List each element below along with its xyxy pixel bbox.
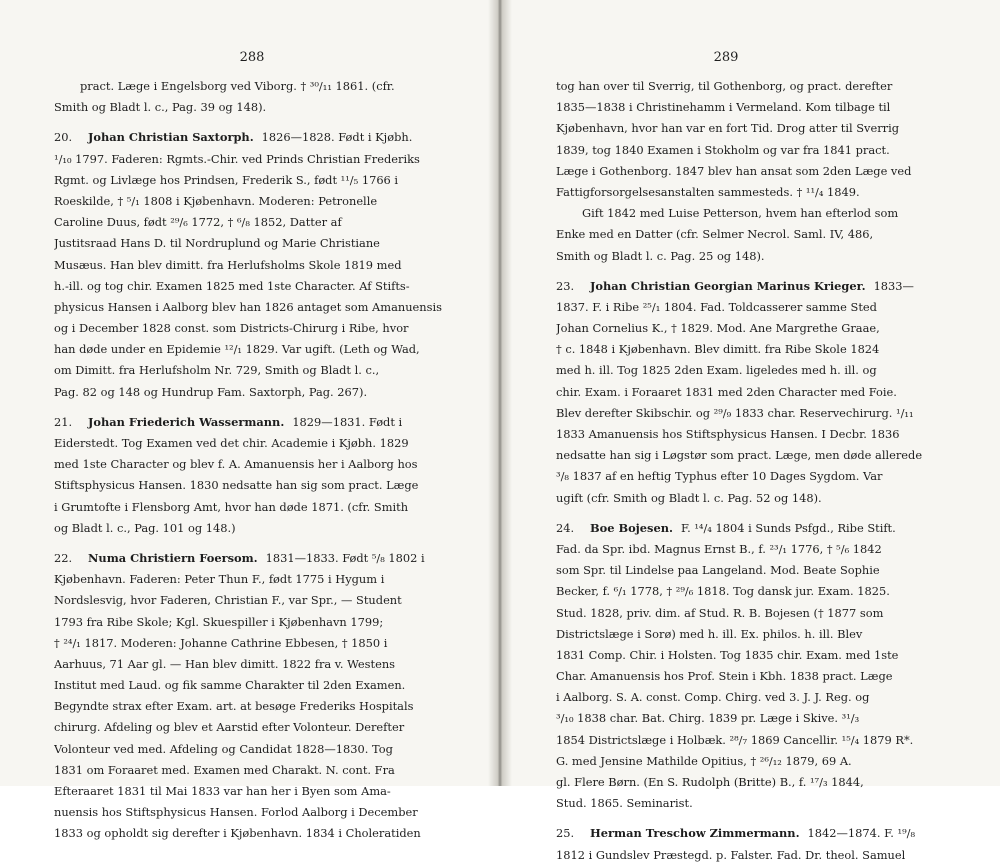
entry-heading [54,412,454,433]
text-line: ugift (cfr. Smith og Bladt l. c. Pag. 52 og 148). [556,490,822,505]
text-line: Stud. 1828, priv. dim. af Stud. R. B. Bojesen († 1877 som [556,605,884,620]
text-line: Institut med Laud. og fik samme Charakter til 2den Examen. [54,678,406,693]
text-line: og i December 1828 const. som Districts-Chirurg i Ribe, hvor [54,321,409,336]
text-line: ³/₁₀ 1838 char. Bat. Chirg. 1839 pr. Læge i Skive. ³¹/₃ [556,711,860,726]
book-gutter [488,0,512,786]
text-line: Roeskilde, † ⁵/₁ 1808 i Kjøbenhavn. Moderen: Petronelle [54,193,378,208]
entry-spacer [54,118,454,127]
text-line: Johan Cornelius K., † 1829. Mod. Ane Margrethe Graae, [556,321,880,336]
entry-number: 21. [54,414,73,429]
text-line: G. med Jensine Mathilde Opitius, † ²⁶/₁₂ 1879, 69 A. [556,753,852,768]
text-line: Efteraaret 1831 til Mai 1833 var han her i Byen som Ama- [54,784,391,798]
text-line: Rgmt. og Livlæge hos Prindsen, Frederik S., født ¹¹/₅ 1766 i [54,172,399,187]
text-line: nuensis hos Stiftsphysicus Hansen. Forlod Aalborg i December [54,805,418,820]
right-text-block [556,76,968,866]
entry-number: 24. [556,520,575,535]
text-line: 1833 Amanuensis hos Stiftsphysicus Hansen. I Decbr. 1836 [556,427,900,441]
text-line: chirurg. Afdeling og blev et Aarstid efter Volonteur. Derefter [54,720,405,735]
text-line: Enke med en Datter (cfr. Selmer Necrol. Saml. IV, 486, [556,227,874,242]
text-line: 1831 om Foraaret med. Examen med Charakt. N. cont. Fra [54,762,395,777]
text-line: 1854 Districtslæge i Holbæk. ²⁸/₇ 1869 Cancellir. ¹⁵/₄ 1879 R*. [556,732,914,747]
text-line: Kjøbenhavn, hvor han var en fort Tid. Drog atter til Sverrig [556,121,900,136]
text-line: Stiftsphysicus Hansen. 1830 nedsatte han sig som pract. Læge [54,478,419,493]
left-text-block [54,76,454,845]
text-line: med h. ill. Tog 1825 2den Exam. ligeledes med h. ill. og [556,363,877,378]
text-line: Districtslæge i Sorø) med h. ill. Ex. philos. h. ill. Blev [556,626,863,641]
entry-name: Numa Christiern Foersom. [88,550,258,565]
text-line: Fad. da Spr. ibd. Magnus Ernst B., f. ²³/₁ 1776, † ⁵/₆ 1842 [556,541,882,556]
entry-spacer [556,509,968,518]
text-line: Musæus. Han blev dimitt. fra Herlufsholms Skole 1819 med [54,257,402,272]
entry-years: 1833— [873,278,914,293]
entry-heading [54,548,454,569]
entry-heading [556,276,968,297]
text-line: Becker, f. ⁶/₁ 1778, † ²⁹/₆ 1818. Tog dansk jur. Exam. 1825. [556,584,890,599]
text-line: Smith og Bladt l. c., Pag. 39 og 148). [54,100,267,115]
page-number: 289 [713,50,739,65]
text-line: Fattigforsorgelsesanstalten sammesteds. † ¹¹/₄ 1849. [556,184,860,199]
entry-spacer [556,814,968,823]
entry-name: Johan Christian Georgian Marinus Krieger. [590,278,866,293]
text-line: 1839, tog 1840 Examen i Stokholm og var fra 1841 pract. [556,142,890,157]
text-line: som Spr. til Lindelse paa Langeland. Mod. Beate Sophie [556,563,880,578]
entry-name: Johan Christian Saxtorph. [88,130,254,145]
entry-spacer [54,403,454,412]
text-line: † ²⁴/₁ 1817. Moderen: Johanne Cathrine Ebbesen, † 1850 i [54,635,388,650]
entry-years: 1829—1831. Født i [292,414,403,429]
text-line: 1837. F. i Ribe ²⁵/₁ 1804. Fad. Toldcasserer samme Sted [556,299,877,314]
text-line: † c. 1848 i Kjøbenhavn. Blev dimitt. fra Ribe Skole 1824 [556,342,880,357]
entry-name: Johan Friederich Wassermann. [88,414,285,429]
text-line: h.-ill. og tog chir. Examen 1825 med 1ste Character. Af Stifts- [54,278,410,293]
text-line: chir. Exam. i Foraaret 1831 med 2den Character med Foie. [556,384,897,399]
entry-number: 22. [54,550,73,565]
text-line: Aarhuus, 71 Aar gl. — Han blev dimitt. 1822 fra v. Westens [54,656,395,671]
text-line: Smith og Bladt l. c. Pag. 25 og 148). [556,248,765,263]
text-line: Eiderstedt. Tog Examen ved det chir. Academie i Kjøbh. 1829 [54,436,409,450]
text-line: han døde under en Epidemie ¹²/₁ 1829. Var ugift. (Leth og Wad, [54,342,420,357]
text-line: gl. Flere Børn. (En S. Rudolph (Britte) B., f. ¹⁷/₃ 1844, [556,775,864,789]
entry-years: 1842—1874. F. ¹⁹/₈ [807,826,916,841]
text-line: Stud. 1865. Seminarist. [556,796,693,811]
entry-name: Herman Treschow Zimmermann. [590,826,800,841]
entry-number: 23. [556,278,575,293]
entry-spacer [556,267,968,276]
entry-heading [556,518,968,539]
text-line: med 1ste Character og blev f. A. Amanuensis her i Aalborg hos [54,457,418,472]
text-line: i Aalborg. S. A. const. Comp. Chirg. ved 3. J. J. Reg. og [556,690,870,705]
text-line: Pag. 82 og 148 og Hundrup Fam. Saxtorph, Pag. 267). [54,384,368,399]
entry-spacer [54,539,454,548]
text-line: Blev derefter Skibschir. og ²⁹/₉ 1833 char. Reservechirurg. ¹/₁₁ [556,405,914,420]
entry-heading [556,823,968,844]
text-line: nedsatte han sig i Løgstør som pract. Læge, men døde allerede [556,448,923,463]
entry-years: F. ¹⁴/₄ 1804 i Sunds Psfgd., Ribe Stift. [680,520,896,535]
entry-heading [54,127,454,148]
text-line: 1835—1838 i Christinehamm i Vermeland. Kom tilbage til [556,100,891,115]
page-number: 288 [239,50,265,65]
text-line: Læge i Gothenborg. 1847 blev han ansat som 2den Læge ved [556,163,912,178]
entry-years: 1831—1833. Født ⁵/₈ 1802 i [265,550,425,565]
text-line: Char. Amanuensis hos Prof. Stein i Kbh. 1838 pract. Læge [556,669,893,684]
text-line: 1833 og opholdt sig derefter i Kjøbenhavn. 1834 i Choleratiden [54,826,421,841]
text-line: i Grumtofte i Flensborg Amt, hvor han døde 1871. (cfr. Smith [54,499,409,514]
text-line: Caroline Duus, født ²⁹/₆ 1772, † ⁶/₈ 1852, Datter af [54,215,342,230]
text-line: ³/₈ 1837 af en heftig Typhus efter 10 Dages Sygdom. Var [556,469,883,484]
text-line: og Bladt l. c., Pag. 101 og 148.) [54,520,236,535]
text-line: Gift 1842 med Luise Petterson, hvem han efterlod som [582,206,899,221]
entry-number: 25. [556,826,575,841]
text-line: physicus Hansen i Aalborg blev han 1826 antaget som Amanuensis [54,299,442,314]
text-line: Volonteur ved med. Afdeling og Candidat 1828—1830. Tog [54,741,393,756]
text-line: pract. Læge i Engelsborg ved Viborg. † ³⁰/₁₁ 1861. (cfr. [80,79,395,93]
text-line: om Dimitt. fra Herlufsholm Nr. 729, Smith og Bladt l. c., [54,363,380,378]
entry-number: 20. [54,130,73,145]
right-page [504,0,1000,862]
text-line: 1793 fra Ribe Skole; Kgl. Skuespiller i Kjøbenhavn 1799; [54,614,384,629]
left-page [0,0,496,841]
text-line: Justitsraad Hans D. til Nordruplund og Marie Christiane [54,236,380,251]
text-line: 1812 i Gundslev Præstegd. p. Falster. Fad. Dr. theol. Samuel [556,847,906,862]
entry-years: 1826—1828. Født i Kjøbh. [261,130,413,145]
text-line: Nordslesvig, hvor Faderen, Christian F., var Spr., — Student [54,593,402,608]
text-line: 1831 Comp. Chir. i Holsten. Tog 1835 chir. Exam. med 1ste [556,647,899,662]
entry-name: Boe Bojesen. [590,520,673,535]
text-line: ¹/₁₀ 1797. Faderen: Rgmts.-Chir. ved Prinds Christian Frederiks [54,151,420,166]
text-line: Kjøbenhavn. Faderen: Peter Thun F., født 1775 i Hygum i [54,572,385,587]
text-line: tog han over til Sverrig, til Gothenborg, og pract. derefter [556,79,893,93]
text-line: Begyndte strax efter Exam. art. at besøge Frederiks Hospitals [54,699,414,714]
